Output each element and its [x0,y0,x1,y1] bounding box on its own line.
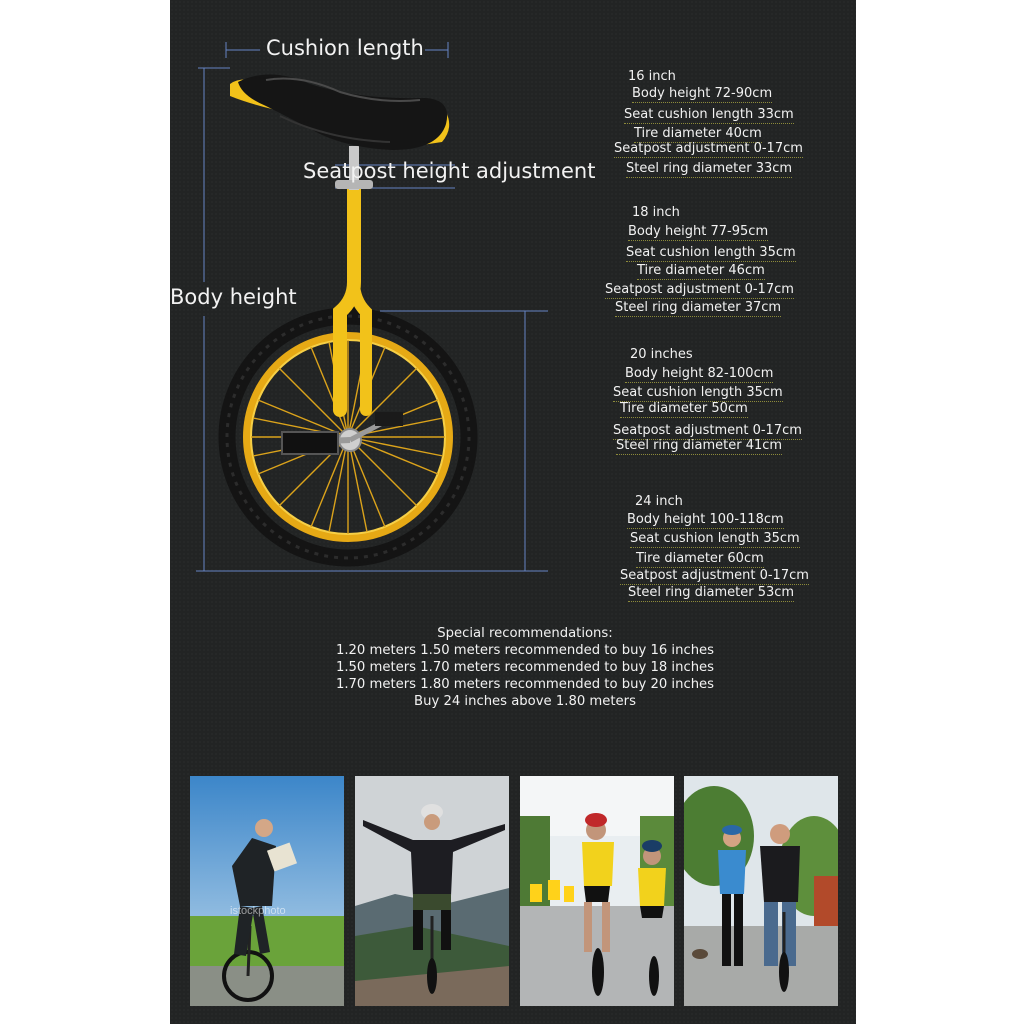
spec-steel-ring: Steel ring diameter 37cm [615,300,782,315]
recommendation-line: 1.70 meters 1.80 meters recommended to buy 20 inches [335,677,715,692]
spec-seat-cushion: Seat cushion length 35cm [626,245,796,260]
wheel [227,316,469,558]
spec-steel-ring: Steel ring diameter 53cm [628,585,795,600]
cushion-length-label: Cushion length [266,36,424,60]
special-recommendations [320,625,730,710]
recommendation-line: Buy 24 inches above 1.80 meters [414,694,636,709]
spec-heading: 20 inches [630,347,693,362]
spec-body-height: Body height 82-100cm [625,366,774,381]
spec-seatpost: Seatpost adjustment 0-17cm [620,568,809,583]
spec-seatpost: Seatpost adjustment 0-17cm [605,282,794,297]
spec-seat-cushion: Seat cushion length 35cm [630,531,800,546]
spec-tire-diameter: Tire diameter 40cm [634,126,762,141]
recommendation-line: 1.50 meters 1.70 meters recommended to buy 18 inches [335,660,715,675]
product-info-panel [170,0,856,1024]
spec-tire-diameter: Tire diameter 50cm [620,401,748,416]
photo-helmeted-rider [355,776,509,1006]
spec-tire-diameter: Tire diameter 60cm [636,551,764,566]
spec-heading: 16 inch [628,69,676,84]
spec-body-height: Body height 100-118cm [627,512,784,527]
body-height-label: Body height [170,285,297,309]
spec-steel-ring: Steel ring diameter 33cm [626,161,793,176]
photo-couple-walking [684,776,838,1006]
seat [230,74,449,150]
spec-seat-cushion: Seat cushion length 35cm [613,385,783,400]
spec-seatpost: Seatpost adjustment 0-17cm [613,423,802,438]
spec-body-height: Body height 72-90cm [632,86,773,101]
frame [282,146,403,454]
spec-heading: 24 inch [635,494,683,509]
spec-steel-ring: Steel ring diameter 41cm [616,438,783,453]
spec-seatpost: Seatpost adjustment 0-17cm [614,141,803,156]
recommendations-title: Special recommendations: [437,626,613,641]
spec-tire-diameter: Tire diameter 46cm [637,263,765,278]
recommendation-line: 1.20 meters 1.50 meters recommended to buy 16 inches [335,643,715,658]
spec-body-height: Body height 77-95cm [628,224,769,239]
seatpost-height-label: Seatpost height adjustment [303,159,596,183]
photo-watermark: istockphoto [230,905,286,917]
photo-kids-group [520,776,674,1006]
photo-businessman-unicycle [190,776,344,1006]
spec-seat-cushion: Seat cushion length 33cm [624,107,794,122]
spec-heading: 18 inch [632,205,680,220]
